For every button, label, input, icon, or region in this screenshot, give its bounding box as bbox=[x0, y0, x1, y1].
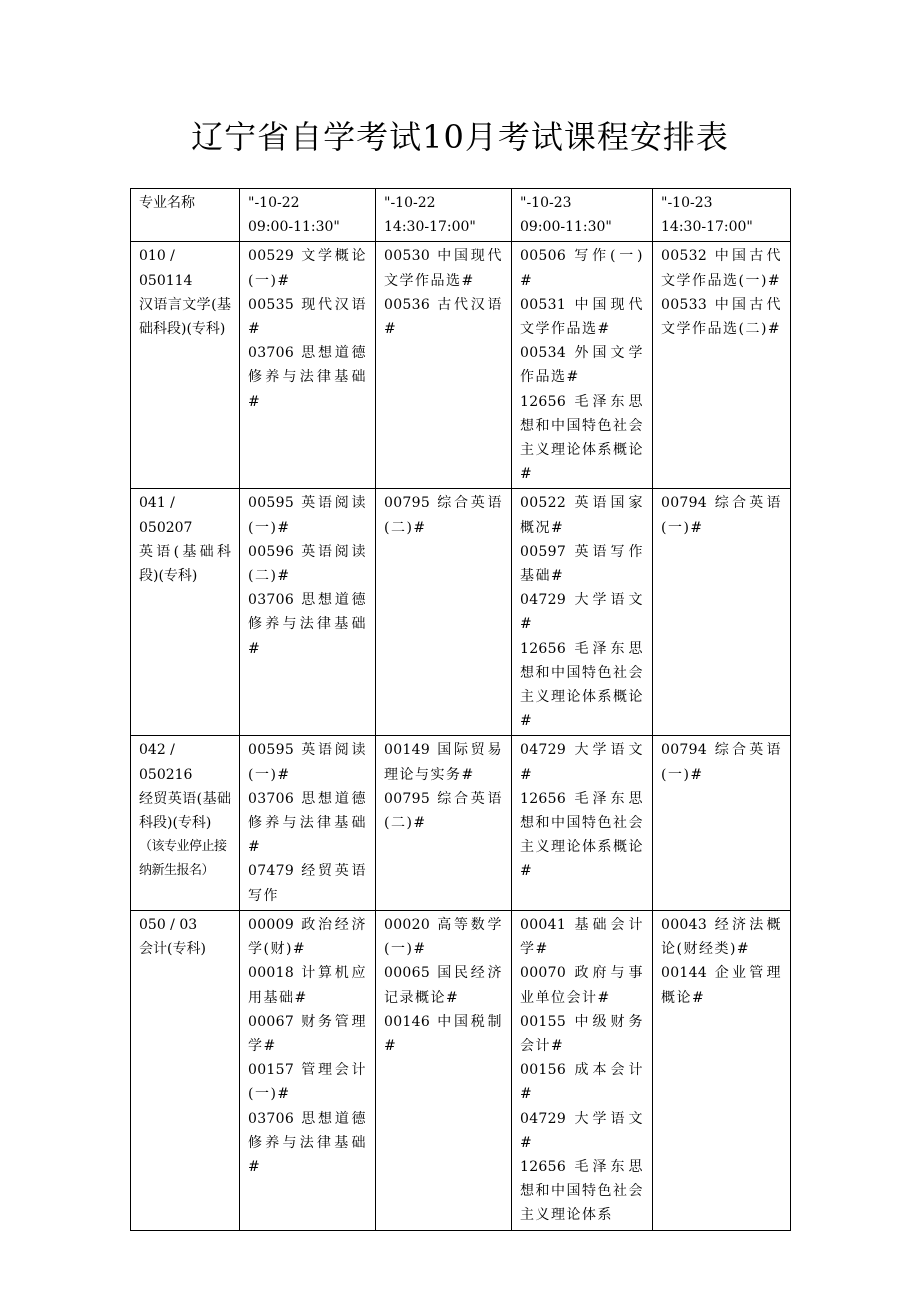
course-code: 00065 bbox=[384, 965, 431, 982]
course-name: 成本会计# bbox=[520, 1062, 644, 1103]
course-code: 00146 bbox=[384, 1013, 431, 1030]
course-entry bbox=[248, 859, 367, 907]
course-code: 07479 bbox=[248, 863, 295, 880]
course-name: 管理会计(一)# bbox=[248, 1062, 367, 1103]
course-entry bbox=[248, 1107, 367, 1180]
course-name: 政治经济学(财)# bbox=[248, 916, 367, 958]
course-name: 大学语文# bbox=[520, 592, 644, 633]
course-code: 00144 bbox=[661, 965, 708, 982]
course-code: 00020 bbox=[384, 916, 431, 933]
course-name: 文学概论(一)# bbox=[248, 248, 367, 289]
course-entry bbox=[520, 913, 644, 961]
course-name: 毛泽东思想和中国特色社会主义理论体系概论# bbox=[520, 393, 644, 483]
header-slot-3 bbox=[512, 189, 653, 242]
course-name: 综合英语(一)# bbox=[661, 742, 782, 783]
course-cell bbox=[653, 489, 791, 736]
course-entry bbox=[384, 293, 503, 341]
course-entry bbox=[520, 1010, 644, 1058]
course-cell bbox=[240, 489, 376, 736]
course-cell bbox=[653, 242, 791, 489]
course-code: 00595 bbox=[248, 742, 295, 759]
course-code: 00795 bbox=[384, 495, 431, 512]
course-name: 综合英语(二)# bbox=[384, 495, 503, 536]
course-cell bbox=[512, 242, 653, 489]
course-name: 国民经济记录概论# bbox=[384, 965, 503, 1006]
course-name: 中级财务会计# bbox=[520, 1013, 644, 1054]
course-name: 毛泽东思想和中国特色社会主义理论体系概论# bbox=[520, 790, 644, 880]
course-name: 大学语文# bbox=[520, 1110, 644, 1151]
major-cell bbox=[131, 910, 240, 1230]
table-row bbox=[131, 489, 791, 736]
course-code: 04729 bbox=[520, 742, 567, 759]
course-code: 00009 bbox=[248, 916, 295, 933]
course-name: 综合英语(一)# bbox=[661, 495, 782, 536]
course-entry bbox=[248, 293, 367, 341]
slot-date: "-10-22 bbox=[384, 195, 436, 211]
table-row bbox=[131, 736, 791, 910]
course-entry bbox=[248, 787, 367, 860]
slot-time: 09:00-11:30" bbox=[520, 219, 612, 236]
course-cell bbox=[376, 910, 512, 1230]
course-cell bbox=[512, 910, 653, 1230]
course-entry bbox=[661, 738, 782, 786]
major-name: 会计(专科) bbox=[139, 941, 206, 958]
major-note: （该专业停止接纳新生报名） bbox=[139, 839, 227, 879]
course-code: 00018 bbox=[248, 965, 295, 982]
course-entry bbox=[520, 738, 644, 786]
course-entry bbox=[520, 961, 644, 1009]
course-code: 00795 bbox=[384, 790, 431, 807]
header-row bbox=[131, 189, 791, 242]
course-entry bbox=[384, 244, 503, 292]
course-name: 国际贸易理论与实务# bbox=[384, 742, 503, 783]
course-name: 基础会计学# bbox=[520, 916, 644, 958]
table-row bbox=[131, 242, 791, 489]
slot-time: 14:30-17:00" bbox=[661, 219, 753, 236]
course-code: 00156 bbox=[520, 1062, 567, 1079]
course-code: 00597 bbox=[520, 543, 567, 560]
course-code: 00157 bbox=[248, 1062, 295, 1079]
course-name: 英语阅读(二)# bbox=[248, 543, 367, 585]
course-code: 00043 bbox=[661, 916, 708, 933]
course-name: 写作(一)# bbox=[520, 248, 644, 289]
course-entry bbox=[384, 913, 503, 961]
course-name: 中国税制# bbox=[384, 1013, 503, 1054]
table-row bbox=[131, 910, 791, 1230]
course-entry bbox=[520, 341, 644, 389]
course-code: 03706 bbox=[248, 345, 295, 362]
major-code: 041 / 050207 bbox=[139, 495, 193, 536]
major-name: 汉语言文学(基础科段)(专科) bbox=[139, 296, 231, 338]
course-entry bbox=[520, 637, 644, 734]
course-name: 大学语文# bbox=[520, 742, 644, 783]
header-slot-1 bbox=[240, 189, 376, 242]
course-cell bbox=[376, 736, 512, 910]
major-cell bbox=[131, 736, 240, 910]
course-cell bbox=[653, 736, 791, 910]
slot-date: "-10-23 bbox=[520, 195, 572, 211]
course-entry bbox=[661, 913, 782, 961]
course-code: 00506 bbox=[520, 248, 567, 265]
course-code: 00794 bbox=[661, 495, 708, 512]
major-code: 042 / 050216 bbox=[139, 742, 193, 783]
header-slot-2 bbox=[376, 189, 512, 242]
course-cell bbox=[240, 736, 376, 910]
course-entry bbox=[520, 1107, 644, 1155]
course-name: 中国现代文学作品选# bbox=[520, 296, 644, 338]
course-cell bbox=[376, 489, 512, 736]
course-code: 00534 bbox=[520, 345, 567, 362]
course-code: 00067 bbox=[248, 1013, 295, 1030]
page-title: 辽宁省自学考试10月考试课程安排表 bbox=[191, 118, 729, 156]
slot-date: "-10-22 bbox=[248, 195, 300, 211]
course-name: 毛泽东思想和中国特色社会主义理论体系 bbox=[520, 1158, 644, 1224]
course-name: 英语阅读(一)# bbox=[248, 742, 367, 783]
course-entry bbox=[520, 244, 644, 292]
course-entry bbox=[248, 738, 367, 786]
course-entry bbox=[520, 390, 644, 487]
course-code: 00155 bbox=[520, 1013, 567, 1030]
course-name: 经济法概论(财经类)# bbox=[661, 916, 782, 958]
course-name: 英语写作基础# bbox=[520, 543, 644, 585]
course-entry bbox=[248, 1010, 367, 1058]
course-code: 00522 bbox=[520, 495, 567, 512]
course-entry bbox=[384, 1010, 503, 1058]
slot-time: 09:00-11:30" bbox=[248, 219, 340, 236]
course-code: 00529 bbox=[248, 248, 295, 265]
course-code: 00595 bbox=[248, 495, 295, 512]
course-entry bbox=[384, 961, 503, 1009]
course-cell bbox=[512, 736, 653, 910]
course-code: 00596 bbox=[248, 543, 295, 560]
major-code: 050 / 03 bbox=[139, 916, 198, 933]
course-entry bbox=[520, 293, 644, 341]
major-code: 010 / 050114 bbox=[139, 248, 193, 289]
course-code: 12656 bbox=[520, 1158, 567, 1175]
course-code: 04729 bbox=[520, 1110, 567, 1127]
course-code: 04729 bbox=[520, 592, 567, 609]
course-name: 思想道德修养与法律基础# bbox=[248, 790, 367, 856]
course-name: 中国古代文学作品选(一)# bbox=[661, 248, 782, 289]
course-name: 英语阅读(一)# bbox=[248, 495, 367, 536]
course-name: 毛泽东思想和中国特色社会主义理论体系概论# bbox=[520, 640, 644, 730]
course-entry bbox=[520, 588, 644, 636]
course-cell bbox=[240, 242, 376, 489]
course-entry bbox=[248, 1058, 367, 1106]
major-name: 英语(基础科段)(专科) bbox=[139, 543, 231, 585]
course-entry bbox=[520, 1155, 644, 1228]
course-entry bbox=[248, 961, 367, 1009]
course-entry bbox=[520, 1058, 644, 1106]
course-code: 12656 bbox=[520, 393, 567, 410]
course-code: 12656 bbox=[520, 640, 567, 657]
course-code: 00533 bbox=[661, 296, 708, 313]
course-entry bbox=[661, 244, 782, 292]
course-name: 英语国家概况# bbox=[520, 495, 644, 536]
course-name: 综合英语(二)# bbox=[384, 790, 503, 832]
major-cell bbox=[131, 242, 240, 489]
course-code: 03706 bbox=[248, 1110, 295, 1127]
course-entry bbox=[661, 961, 782, 1009]
course-entry bbox=[384, 738, 503, 786]
course-code: 00531 bbox=[520, 296, 567, 313]
course-name: 思想道德修养与法律基础# bbox=[248, 592, 367, 657]
course-entry bbox=[248, 491, 367, 539]
course-entry bbox=[384, 787, 503, 835]
course-code: 00070 bbox=[520, 965, 567, 982]
schedule-table bbox=[130, 188, 791, 1231]
course-entry bbox=[661, 293, 782, 341]
course-code: 00535 bbox=[248, 296, 295, 313]
slot-date: "-10-23 bbox=[661, 195, 713, 211]
course-name: 财务管理学# bbox=[248, 1013, 367, 1054]
course-cell bbox=[240, 910, 376, 1230]
major-cell bbox=[131, 489, 240, 736]
course-name: 高等数学(一)# bbox=[384, 916, 503, 958]
header-slot-4 bbox=[653, 189, 791, 242]
slot-time: 14:30-17:00" bbox=[384, 219, 476, 236]
course-name: 古代汉语# bbox=[384, 296, 503, 338]
course-name: 中国古代文学作品选(二)# bbox=[661, 296, 782, 338]
course-entry bbox=[520, 540, 644, 588]
course-name: 中国现代文学作品选# bbox=[384, 248, 503, 289]
course-name: 思想道德修养与法律基础# bbox=[248, 1110, 367, 1175]
course-code: 00041 bbox=[520, 916, 567, 933]
major-name: 经贸英语(基础科段)(专科) bbox=[139, 790, 231, 832]
course-entry bbox=[248, 588, 367, 661]
course-code: 12656 bbox=[520, 790, 567, 807]
header-major-name: 专业名称 bbox=[131, 189, 240, 242]
course-code: 03706 bbox=[248, 790, 295, 807]
course-name: 企业管理概论# bbox=[661, 965, 782, 1006]
course-name: 政府与事业单位会计# bbox=[520, 965, 644, 1006]
course-cell bbox=[376, 242, 512, 489]
course-entry bbox=[248, 540, 367, 588]
course-name: 现代汉语# bbox=[248, 296, 367, 338]
course-code: 00149 bbox=[384, 742, 431, 759]
course-code: 00794 bbox=[661, 742, 708, 759]
course-entry bbox=[520, 491, 644, 539]
course-entry bbox=[248, 244, 367, 292]
course-code: 00532 bbox=[661, 248, 708, 265]
course-name: 经贸英语写作 bbox=[248, 863, 367, 904]
course-code: 00536 bbox=[384, 296, 431, 313]
course-name: 思想道德修养与法律基础# bbox=[248, 345, 367, 410]
course-code: 00530 bbox=[384, 248, 431, 265]
course-entry bbox=[248, 913, 367, 961]
course-code: 03706 bbox=[248, 592, 295, 609]
course-name: 计算机应用基础# bbox=[248, 965, 367, 1006]
course-entry bbox=[661, 491, 782, 539]
course-cell bbox=[512, 489, 653, 736]
course-cell bbox=[653, 910, 791, 1230]
course-name: 外国文学作品选# bbox=[520, 345, 644, 386]
course-entry bbox=[248, 341, 367, 414]
course-entry bbox=[520, 787, 644, 884]
course-entry bbox=[384, 491, 503, 539]
